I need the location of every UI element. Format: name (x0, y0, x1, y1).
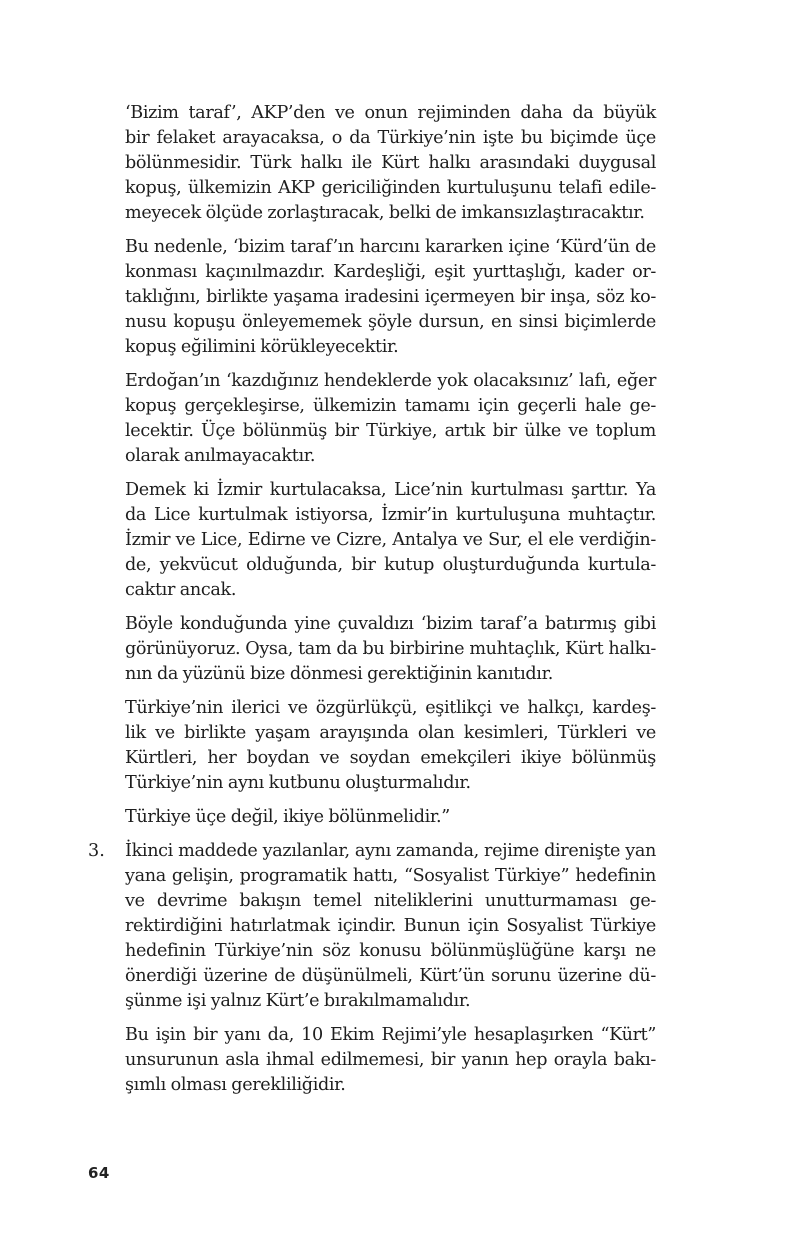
paragraph (125, 839, 656, 1014)
text-line: İkinci maddede yazılanlar, aynı zamanda, rejime direnişte yan (125, 841, 656, 861)
text-line: caktır ancak. (125, 580, 237, 600)
list-number: 3. (88, 841, 105, 861)
text-line: konması kaçınılmazdır. Kardeşliği, eşit yurttaşlığı, kader or- (125, 262, 656, 282)
paragraph (125, 369, 656, 469)
paragraph (125, 478, 656, 603)
text-line: Böyle konduğunda yine çuvaldızı ‘bizim taraf’a batırmış gibi (125, 614, 656, 634)
paragraph (125, 235, 656, 360)
text-line: de, yekvücut olduğunda, bir kutup oluşturduğunda kurtula- (125, 555, 656, 575)
paragraph (125, 805, 656, 830)
text-line: taklığını, birlikte yaşama iradesini içermeyen bir inşa, söz ko- (125, 287, 656, 307)
text-line: lecektir. Üçe bölünmüş bir Türkiye, artık bir ülke ve toplum (125, 421, 656, 441)
text-line: nusu kopuşu önleyememek şöyle dursun, en sinsi biçimlerde (125, 312, 656, 332)
text-line: şımlı olması gerekliliğidir. (125, 1075, 346, 1095)
text-line: önerdiği üzerine de düşünülmeli, Kürt’ün sorunu üzerine dü- (125, 966, 656, 986)
text-line: rektirdiğini hatırlatmak içindir. Bunun için Sosyalist Türkiye (125, 916, 656, 936)
text-line: Türkiye’nin aynı kutbunu oluşturmalıdır. (125, 773, 471, 793)
text-line: lik ve birlikte yaşam arayışında olan kesimleri, Türkleri ve (125, 723, 656, 743)
text-line: yana gelişin, programatik hattı, “Sosyalist Türkiye” hedefinin (125, 866, 656, 886)
text-line: nın da yüzünü bize dönmesi gerektiğinin kanıtıdır. (125, 664, 553, 684)
paragraph (125, 101, 656, 226)
text-line: hedefinin Türkiye’nin söz konusu bölünmüşlüğüne karşı ne (125, 941, 656, 961)
text-line: İzmir ve Lice, Edirne ve Cizre, Antalya ve Sur, el ele verdiğin- (125, 530, 656, 550)
text-line: kopuş eğilimini körükleyecektir. (125, 337, 399, 357)
text-line: Bu işin bir yanı da, 10 Ekim Rejimi’yle hesaplaşırken “Kürt” (125, 1025, 656, 1045)
text-line: bölünmesidir. Türk halkı ile Kürt halkı arasındaki duygusal (125, 153, 656, 173)
text-line: bir felaket arayacaksa, o da Türkiye’nin işte bu biçimde üçe (125, 128, 656, 148)
text-line: Erdoğan’ın ‘kazdığınız hendeklerde yok olacaksınız’ lafı, eğer (125, 371, 656, 391)
text-line: ‘Bizim taraf’, AKP’den ve onun rejiminden daha da büyük (125, 103, 656, 123)
numbered-list-item (88, 839, 656, 1098)
text-line: unsurunun asla ihmal edilmemesi, bir yanın hep orayla bakı- (125, 1050, 656, 1070)
page-number: 64 (88, 1164, 110, 1182)
text-line: da Lice kurtulmak istiyorsa, İzmir’in kurtuluşuna muhtaçtır. (125, 505, 656, 525)
text-line: Bu nedenle, ‘bizim taraf’ın harcını kararken içine ‘Kürd’ün de (125, 237, 656, 257)
paragraph (125, 612, 656, 687)
text-line: Demek ki İzmir kurtulacaksa, Lice’nin kurtulması şarttır. Ya (125, 480, 656, 500)
text-line: olarak anılmayacaktır. (125, 446, 316, 466)
text-line: kopuş, ülkemizin AKP gericiliğinden kurtuluşunu telafi edile- (125, 178, 656, 198)
text-line: şünme işi yalnız Kürt’e bırakılmamalıdır. (125, 991, 471, 1011)
text-line: ve devrime bakışın temel niteliklerini unutturmaması ge- (125, 891, 656, 911)
paragraph (125, 696, 656, 796)
paragraph (125, 1023, 656, 1098)
text-line: meyecek ölçüde zorlaştıracak, belki de imkansızlaştıracaktır. (125, 203, 645, 223)
text-line: kopuş gerçekleşirse, ülkemizin tamamı için geçerli hale ge- (125, 396, 656, 416)
text-line: Kürtleri, her boydan ve soydan emekçileri ikiye bölünmüş (125, 748, 656, 768)
text-line: görünüyoruz. Oysa, tam da bu birbirine muhtaçlık, Kürt halkı- (125, 639, 656, 659)
text-line: Türkiye üçe değil, ikiye bölünmelidir.” (125, 807, 450, 827)
text-line: Türkiye’nin ilerici ve özgürlükçü, eşitlikçi ve halkçı, kardeş- (125, 698, 656, 718)
page-body (88, 101, 656, 1107)
